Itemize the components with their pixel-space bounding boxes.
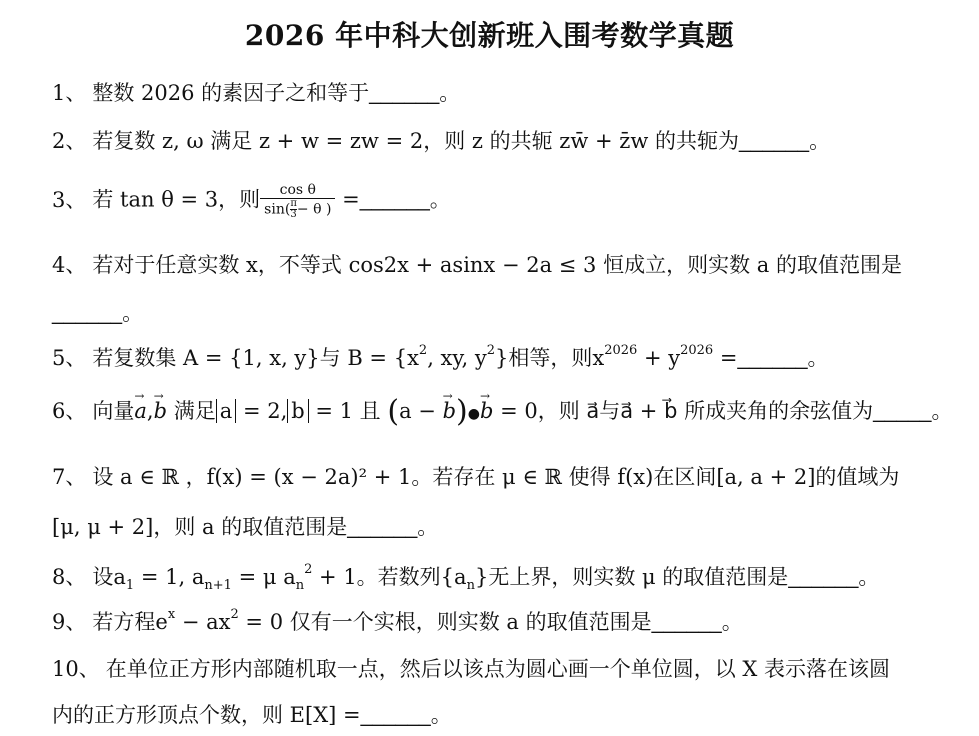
question-4 xyxy=(52,250,971,280)
punct: 。 xyxy=(858,565,880,589)
answer-blank: ______ xyxy=(52,302,123,325)
exponent: 2 xyxy=(304,562,313,577)
exponent: 2026 xyxy=(680,343,714,358)
question-text: 内的正方形顶点个数，则 E[X] = xyxy=(52,703,361,727)
question-5 xyxy=(52,343,971,374)
question-number: 4、 xyxy=(52,253,87,277)
exponent: 2 xyxy=(418,343,428,358)
question-text: 满足 xyxy=(167,399,216,423)
answer-blank: _____ xyxy=(873,400,932,423)
question-2 xyxy=(52,126,971,157)
three: 3 xyxy=(290,209,297,220)
abs-vector-b: b xyxy=(287,399,308,423)
answer-blank: ______ xyxy=(651,611,722,634)
answer-blank: ______ xyxy=(369,82,440,105)
pi-over-three xyxy=(290,199,297,220)
exponent: 2 xyxy=(230,607,239,622)
answer-blank: ______ xyxy=(739,130,810,153)
paren-close: ) xyxy=(456,394,468,429)
den-post: − θ ) xyxy=(296,201,332,218)
subscript: n xyxy=(295,578,305,594)
exponent: 2026 xyxy=(604,343,638,358)
question-text: = 0 仅有一个实根，则实数 a 的取值范围是 xyxy=(238,610,652,634)
fraction-numerator: cos θ xyxy=(260,182,335,199)
vector-b: → b xyxy=(480,396,493,426)
question-7-line2 xyxy=(52,512,971,543)
question-text: 若对于任意实数 x，不等式 cos2x + asinx − 2a ≤ 3 恒成立，则实数 a 的取值范围是 xyxy=(92,253,902,277)
question-number: 3、 xyxy=(52,187,87,212)
vector-diff: a − xyxy=(399,399,443,423)
subscript: n+1 xyxy=(204,578,232,594)
punct: 。 xyxy=(931,399,953,423)
answer-blank: ______ xyxy=(788,566,859,589)
subscript: n xyxy=(466,578,475,594)
question-8 xyxy=(52,562,971,593)
exponent: 2 xyxy=(486,343,495,358)
question-number: 8、 xyxy=(52,565,87,589)
punct: 。 xyxy=(417,515,439,539)
question-text: }相等，则x xyxy=(494,346,605,370)
punct: 。 xyxy=(439,81,461,105)
question-text: = 1, a xyxy=(134,565,205,589)
question-9 xyxy=(52,607,971,638)
question-number: 5、 xyxy=(52,346,87,370)
question-10-line2 xyxy=(52,700,971,731)
answer-blank: ______ xyxy=(359,188,430,212)
vector-a: → a xyxy=(134,396,147,426)
punct: 。 xyxy=(809,129,831,153)
question-text: 设a xyxy=(92,565,126,589)
question-text: 若 tan θ = 3，则 xyxy=(92,187,261,212)
fraction-denominator xyxy=(260,199,335,220)
den-pre: sin( xyxy=(264,201,291,218)
question-text: 设 a ∈ ℝ ，f(x) = (x − 2a)² + 1。若存在 μ ∈ ℝ 使得 f(x)在区间[a, a + 2]的值域为 xyxy=(92,465,900,489)
punct: 。 xyxy=(807,346,829,370)
question-text: − ax xyxy=(175,610,231,634)
fraction xyxy=(260,182,335,220)
abs-vector-a: a xyxy=(216,399,237,423)
answer-blank: ______ xyxy=(737,347,808,370)
equals: = xyxy=(335,187,360,212)
question-10 xyxy=(52,654,971,684)
punct: 。 xyxy=(429,187,451,212)
question-number: 7、 xyxy=(52,465,87,489)
question-text: = 2, xyxy=(236,399,288,423)
paren-open: ( xyxy=(387,394,400,429)
question-text: 若方程e xyxy=(92,610,168,634)
equals: = xyxy=(713,346,738,370)
question-text: + 1。若数列{a xyxy=(312,565,467,589)
question-text: , xy, y xyxy=(427,346,487,370)
question-7 xyxy=(52,462,971,492)
dot-product-symbol: ● xyxy=(467,406,480,422)
question-number: 10、 xyxy=(52,657,100,681)
answer-blank: ______ xyxy=(360,704,431,727)
question-text: 若复数 z, ω 满足 z + w = zw = 2，则 z 的共轭 zw̄ + z̄w 的共轭为 xyxy=(92,129,740,153)
question-number: 9、 xyxy=(52,610,87,634)
punct: 。 xyxy=(430,703,452,727)
question-4-line2 xyxy=(52,298,971,329)
question-6 xyxy=(52,396,971,429)
page-title: 2026 年中科大创新班入围考数学真题 xyxy=(244,19,735,52)
pi: π xyxy=(290,198,297,209)
question-text: [μ, μ + 2]，则 a 的取值范围是 xyxy=(52,515,348,539)
question-text: = 1 且 xyxy=(308,399,388,423)
punct: 。 xyxy=(122,301,144,325)
question-text: 向量 xyxy=(92,399,135,423)
vector-b: → b xyxy=(154,396,167,426)
vector-b: → b xyxy=(443,396,456,426)
question-3 xyxy=(52,182,971,220)
question-text: }无上界，则实数 μ 的取值范围是 xyxy=(474,565,789,589)
question-1 xyxy=(52,78,971,109)
question-text: 若复数集 A = {1, x, y}与 B = {x xyxy=(92,346,419,370)
question-text: = μ a xyxy=(231,565,296,589)
punct: 。 xyxy=(721,610,743,634)
question-text: = 0，则 a⃗与a⃗ + b⃗ 所成夹角的余弦值为 xyxy=(493,399,874,423)
question-number: 1、 xyxy=(52,81,87,105)
exponent: x xyxy=(167,607,176,622)
subscript: 1 xyxy=(125,578,135,594)
comma: , xyxy=(146,399,154,423)
question-number: 2、 xyxy=(52,129,87,153)
answer-blank: ______ xyxy=(347,516,418,539)
question-text: 在单位正方形内部随机取一点，然后以该点为圆心画一个单位圆，以 X 表示落在该圆 xyxy=(105,657,891,681)
question-text: 整数 2026 的素因子之和等于 xyxy=(92,81,370,105)
question-text: + y xyxy=(637,346,681,370)
question-number: 6、 xyxy=(52,399,87,423)
